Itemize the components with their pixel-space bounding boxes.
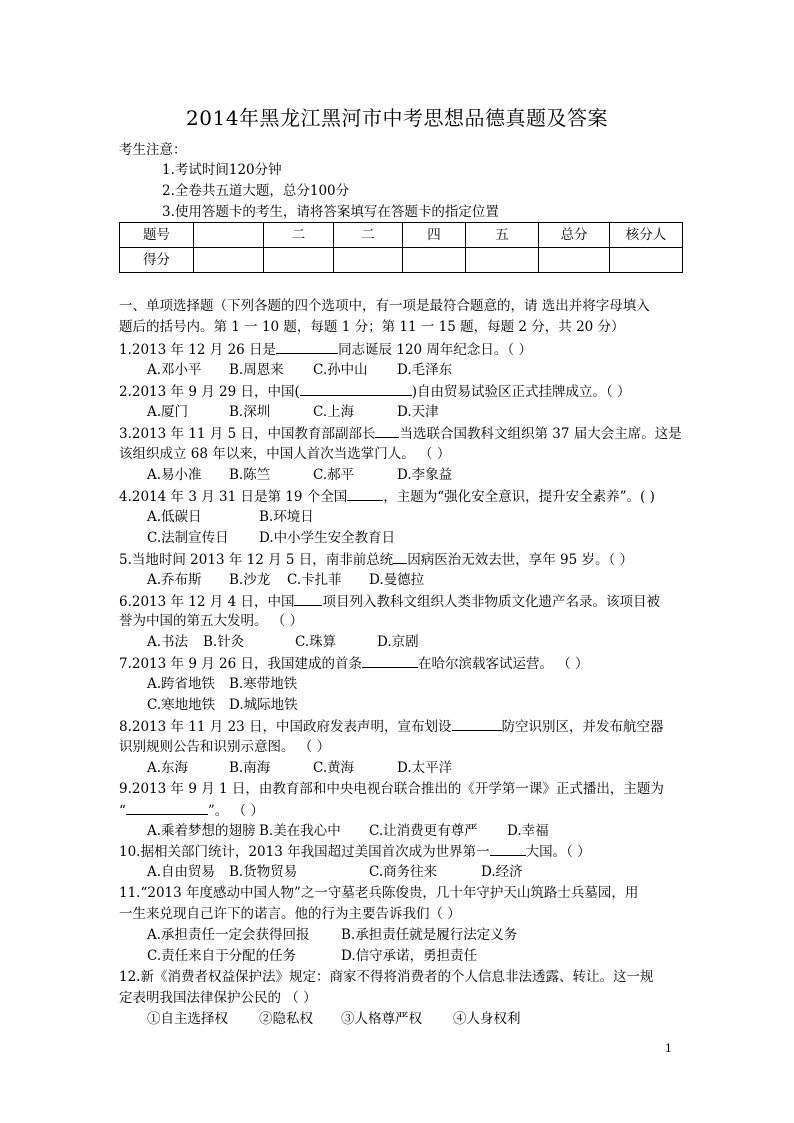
question-5 <box>119 549 633 570</box>
option: A.乘着梦想的翅膀 <box>147 823 256 839</box>
option: B.深圳 <box>229 404 271 420</box>
question-8-options <box>147 758 452 778</box>
table-cell: 二 <box>264 223 334 248</box>
question-4 <box>119 486 655 507</box>
option: A.易小准 <box>147 467 202 483</box>
section-instructions: 一、单项选择题（下列各题的四个选项中，有一项是最符合题意的，请 选出并将字母填入 <box>119 298 650 314</box>
option: B.南海 <box>229 760 271 776</box>
option: A.乔布斯 <box>147 572 202 588</box>
question-9: 9.2013 年 9 月 1 日，由教育部和中央电视台联合推出的《开学第一课》正式播出，主题为 <box>119 781 664 797</box>
table-cell <box>194 223 264 248</box>
answer-blank <box>393 549 407 564</box>
option: A.自由贸易 <box>147 864 216 880</box>
question-text: 3.2013 年 11 月 5 日，中国教育部副部长 <box>119 426 376 442</box>
table-cell: 总分 <box>539 223 610 248</box>
page-number: 1 <box>665 1042 672 1055</box>
notice-item: 2.全卷共五道大题，总分100分 <box>162 183 350 199</box>
option: ③人格尊严权 <box>341 1011 422 1027</box>
option: ④人身权利 <box>453 1011 521 1027</box>
option: B.周恩来 <box>229 362 284 378</box>
option: B.陈竺 <box>229 467 271 483</box>
option: ①自主选择权 <box>147 1011 228 1027</box>
option: C.商务往来 <box>369 864 438 880</box>
option: A.邓小平 <box>147 362 202 378</box>
table-row <box>120 248 683 273</box>
question-text: 2.2013 年 9 月 29 日，中国( <box>119 384 300 400</box>
answer-blank <box>300 381 412 396</box>
answer-blank <box>276 339 338 354</box>
question-11: 11.“2013 年度感动中国人物”之一守墓老兵陈俊贵，几十年守护天山筑路士兵墓园，用 <box>119 885 639 901</box>
option: B.货物贸易 <box>229 864 298 880</box>
question-text: 防空识别区，并发布航空器 <box>501 719 664 735</box>
answer-blank <box>452 716 502 731</box>
option: D.幸福 <box>507 823 549 839</box>
option: D.李象益 <box>397 467 453 483</box>
option: A.低碳日 <box>147 509 202 525</box>
page-title: 2014年黑龙江黑河市中考思想品德真题及答案 <box>186 106 608 130</box>
option: D.曼德拉 <box>369 572 425 588</box>
table-cell: 题号 <box>120 223 194 248</box>
question-8 <box>119 716 664 737</box>
table-cell <box>610 248 683 273</box>
table-cell <box>264 248 334 273</box>
question-text: 7.2013 年 9 月 26 日，我国建成的首条 <box>119 656 362 672</box>
option: A.厦门 <box>147 404 189 420</box>
option: C.卡扎菲 <box>287 572 342 588</box>
table-cell <box>334 248 403 273</box>
option: C.法制宣传日 <box>147 530 229 546</box>
option: A.书法 <box>147 634 189 650</box>
question-7-options <box>147 674 297 694</box>
question-text: 4.2014 年 3 月 31 日是第 19 个全国 <box>119 489 348 505</box>
table-row <box>120 223 683 248</box>
table-cell: 核分人 <box>610 223 683 248</box>
question-text: ”。 （ ） <box>207 803 264 819</box>
option: A.跨省地铁 <box>147 676 216 692</box>
table-cell <box>466 248 539 273</box>
option: D.城际地铁 <box>229 697 298 713</box>
question-2-options <box>147 402 439 422</box>
option: D.信守承诺，勇担责任 <box>341 948 478 964</box>
question-6-options <box>147 632 419 652</box>
option: B.寒带地铁 <box>229 676 298 692</box>
option: B.沙龙 <box>229 572 271 588</box>
question-3-cont: 该组织成立 68 年以来，中国人首次当选掌门人。 （ ） <box>119 446 451 462</box>
option: C.上海 <box>313 404 355 420</box>
question-3-options <box>147 465 452 485</box>
question-text: 5.当地时间 2013 年 12 月 5 日，南非前总统 <box>119 552 394 568</box>
section-instructions: 题后的括号内。第 1 一 10 题，每题 1 分；第 11 一 15 题，每题 2 分，共 20 分） <box>119 319 625 335</box>
question-2 <box>119 381 631 402</box>
answer-blank <box>126 800 208 815</box>
option: C.让消费更有尊严 <box>369 823 478 839</box>
question-text: 因病医治无效去世，享年 95 岁。（ ） <box>407 552 634 568</box>
question-text: 大国。（ ） <box>525 844 591 860</box>
question-9-cont <box>119 800 264 821</box>
notice-heading: 考生注意： <box>119 142 187 158</box>
question-4-options <box>147 507 314 527</box>
question-text: )自由贸易试验区正式挂牌成立。（ ） <box>411 384 631 400</box>
table-cell: 五 <box>466 223 539 248</box>
question-7-options <box>147 695 298 715</box>
option: D.中小学生安全教育日 <box>259 530 396 546</box>
answer-blank <box>375 423 399 438</box>
option: C.孙中山 <box>313 362 368 378</box>
option: B.环境日 <box>259 509 314 525</box>
question-9-options <box>147 821 549 841</box>
table-cell: 得分 <box>120 248 194 273</box>
option: B.针灸 <box>203 634 245 650</box>
option: B.美在我心中 <box>259 823 341 839</box>
question-12-options <box>147 1009 521 1029</box>
notice-item: 3.使用答题卡的考生，请将答案填写在答题卡的指定位置 <box>162 204 499 220</box>
table-cell: 二 <box>334 223 403 248</box>
question-7 <box>119 653 589 674</box>
table-cell <box>539 248 610 273</box>
question-5-options <box>147 570 424 590</box>
option: D.毛泽东 <box>397 362 453 378</box>
answer-blank <box>362 653 418 668</box>
question-text: ，主题为“强化安全意识，提升安全素养”。( ) <box>383 489 655 505</box>
question-11-cont: 一生来兑现自己许下的诺言。他的行为主要告诉我们（ ） <box>119 906 461 922</box>
table-cell <box>403 248 466 273</box>
question-10 <box>119 841 591 862</box>
answer-blank <box>294 591 322 606</box>
table-cell: 四 <box>403 223 466 248</box>
option: A.东海 <box>147 760 189 776</box>
question-11-options <box>147 946 477 966</box>
option: C.黄海 <box>313 760 355 776</box>
option: A.承担责任一定会获得回报 <box>147 927 310 943</box>
option: C.责任来自于分配的任务 <box>147 948 297 964</box>
option: D.天津 <box>397 404 439 420</box>
option: D.太平洋 <box>397 760 453 776</box>
question-text: 10.据相关部门统计，2013 年我国超过美国首次成为世界第一 <box>119 844 490 860</box>
question-11-options <box>147 925 517 945</box>
question-10-options <box>147 862 523 882</box>
question-text: 当选联合国教科文组织第 37 届大会主席。这是 <box>399 426 682 442</box>
answer-blank <box>490 841 526 856</box>
option: D.经济 <box>481 864 523 880</box>
question-4-options <box>147 528 395 548</box>
score-table <box>119 222 683 273</box>
question-text: 项目列入教科文组织人类非物质文化遗产名录。该项目被 <box>322 594 660 610</box>
question-12: 12.新《消费者权益保护法》规定：商家不得将消费者的个人信息非法透露、转让。这一规 <box>119 969 654 985</box>
question-12-cont: 定表明我国法律保护公民的 （ ） <box>119 990 317 1006</box>
question-6 <box>119 591 660 612</box>
question-1 <box>119 339 532 360</box>
question-text: “ <box>119 803 126 819</box>
question-8-cont: 识别规则公告和识别示意图。 （ ） <box>119 739 331 755</box>
option: D.京剧 <box>377 634 419 650</box>
option: C.珠算 <box>295 634 337 650</box>
option: B.承担责任就是履行法定义务 <box>341 927 518 943</box>
option: C.寒地地铁 <box>147 697 216 713</box>
question-text: 6.2013 年 12 月 4 日，中国 <box>119 594 295 610</box>
question-6-cont: 誉为中国的第五大发明。 （ ） <box>119 613 304 629</box>
option: C.郝平 <box>313 467 355 483</box>
question-text: 在哈尔滨载客试运营。 （ ） <box>417 656 589 672</box>
answer-blank <box>347 486 383 501</box>
table-cell <box>194 248 264 273</box>
question-text: 1.2013 年 12 月 26 日是 <box>119 342 277 358</box>
question-text: 同志诞辰 120 周年纪念日。（ ） <box>338 342 532 358</box>
question-1-options <box>147 360 452 380</box>
option: ②隐私权 <box>259 1011 313 1027</box>
question-3 <box>119 423 682 444</box>
notice-item: 1.考试时间120分钟 <box>162 162 282 178</box>
question-text: 8.2013 年 11 月 23 日，中国政府发表声明，宣布划设 <box>119 719 452 735</box>
